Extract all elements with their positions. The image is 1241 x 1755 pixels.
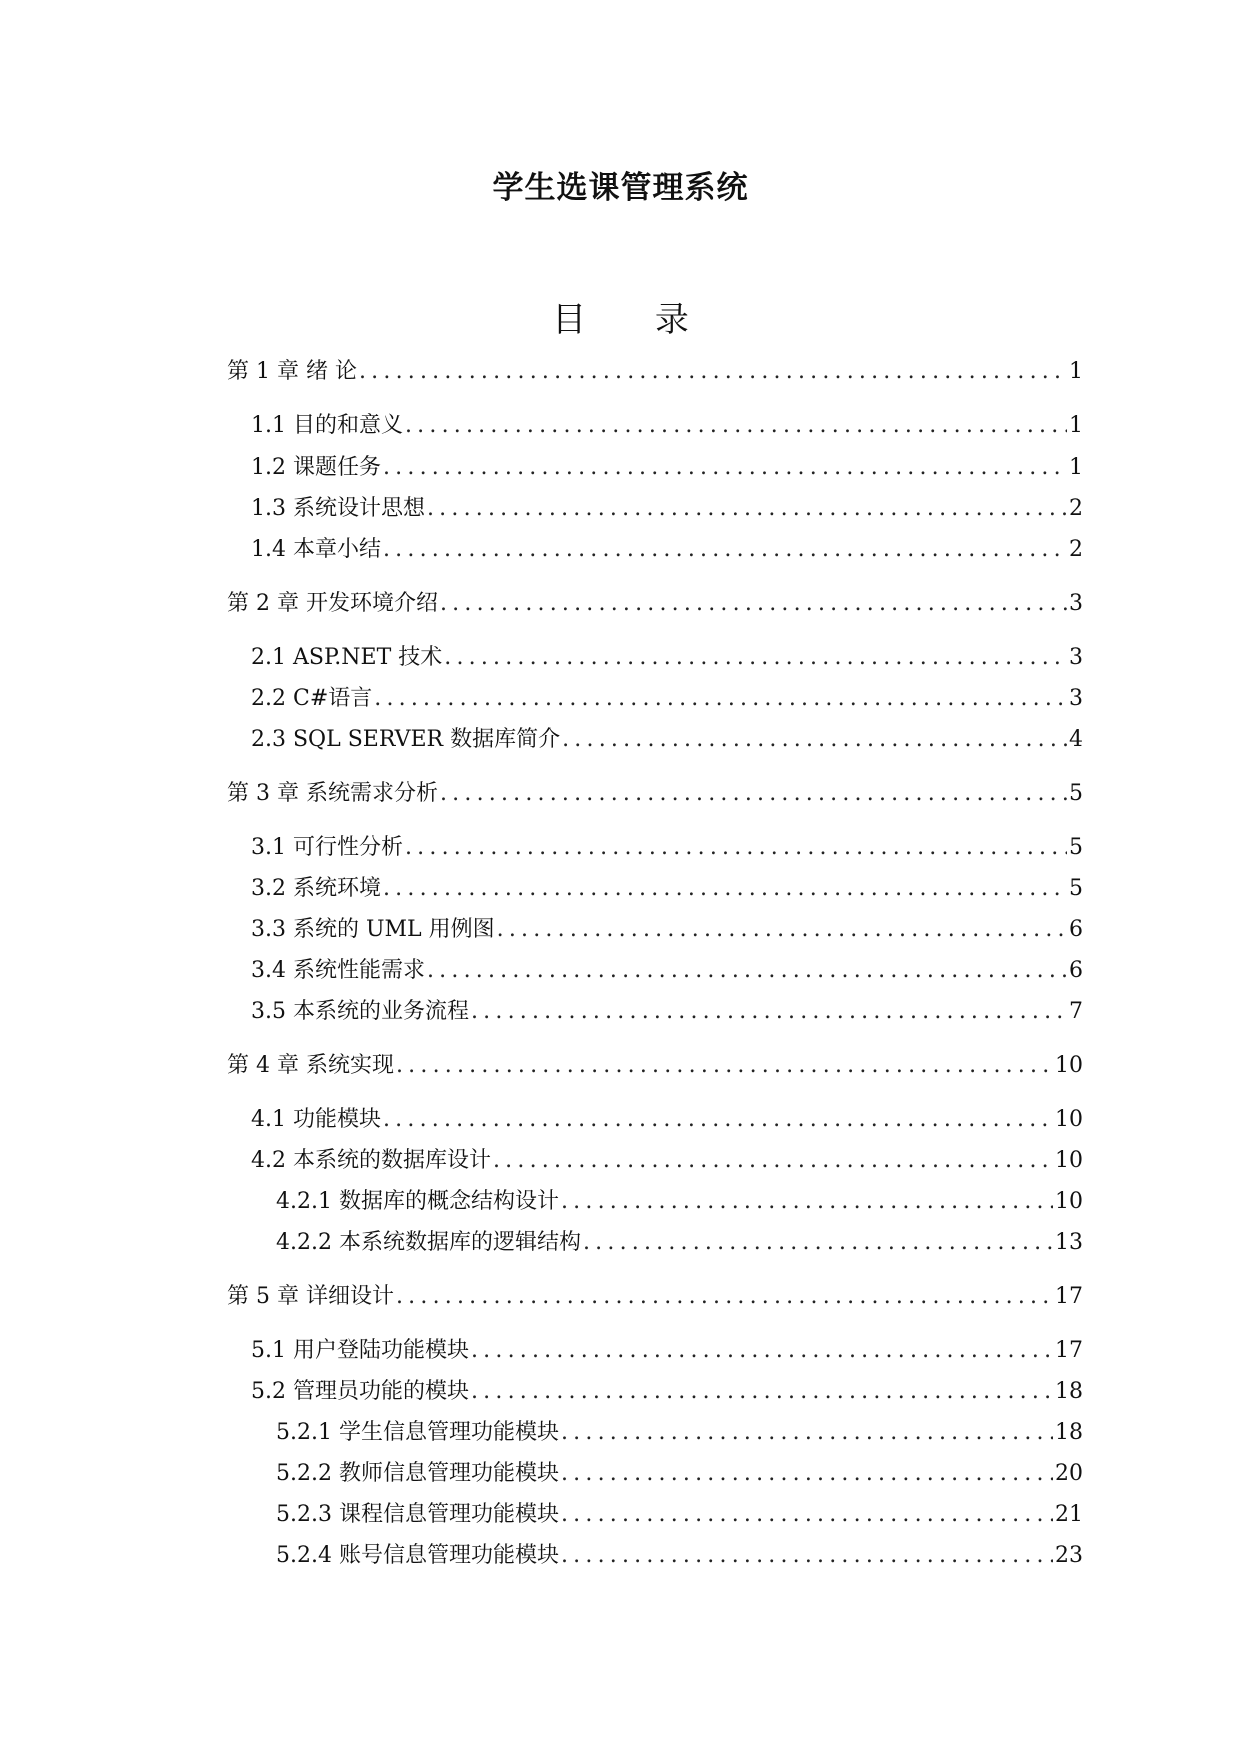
toc-page-number: 2 [1069,496,1083,521]
toc-entry-chapter[interactable] [227,777,1083,811]
toc-entry-label: 5.2 管理员功能的模块 [251,1379,469,1404]
toc-entry-chapter[interactable] [227,355,1083,389]
toc-page-number: 10 [1055,1053,1083,1078]
toc-entry-label: 1.4 本章小结 [251,537,381,562]
toc-entry-label: 4.2.2 本系统数据库的逻辑结构 [276,1230,581,1255]
toc-entry-subsection[interactable] [276,1498,1083,1532]
toc-entry-section[interactable] [251,641,1083,675]
toc-entry-subsection[interactable] [276,1185,1083,1219]
toc-entry-label: 2.1 ASP.NET 技术 [251,645,443,670]
toc-entry-label: 5.2.4 账号信息管理功能模块 [276,1543,559,1568]
toc-page-number: 18 [1055,1420,1083,1445]
toc-page-number: 2 [1069,537,1083,562]
toc-entry-section[interactable] [251,451,1083,485]
toc-entry-section[interactable] [251,913,1083,947]
toc-entry-label: 第 4 章 系统实现 [227,1053,394,1078]
toc-page-number: 20 [1055,1461,1083,1486]
dot-leader [427,492,1067,526]
dot-leader [561,1457,1053,1491]
toc-entry-label: 3.1 可行性分析 [251,835,403,860]
toc-entry-label: 4.1 功能模块 [251,1107,381,1132]
dot-leader [471,995,1067,1029]
toc-entry-section[interactable] [251,831,1083,865]
dot-leader [383,451,1067,485]
toc-page-number: 17 [1055,1284,1083,1309]
toc-entry-section[interactable] [251,409,1083,443]
dot-leader [497,913,1067,947]
toc-page-number: 4 [1069,727,1083,752]
dot-leader [405,831,1067,865]
toc-entry-section[interactable] [251,723,1083,757]
toc-entry-section[interactable] [251,492,1083,526]
toc-page-number: 6 [1069,917,1083,942]
toc-entry-section[interactable] [251,872,1083,906]
toc-entry-label: 5.2.2 教师信息管理功能模块 [276,1461,559,1486]
dot-leader [427,954,1067,988]
toc-entry-subsection[interactable] [276,1539,1083,1573]
toc-entry-label: 5.2.1 学生信息管理功能模块 [276,1420,559,1445]
toc-page-number: 6 [1069,958,1083,983]
dot-leader [471,1375,1053,1409]
toc-page-number: 18 [1055,1379,1083,1404]
toc-page-number: 3 [1069,591,1083,616]
dot-leader [359,355,1067,389]
toc-page-number: 1 [1069,455,1083,480]
dot-leader [396,1280,1053,1314]
toc-entry-section[interactable] [251,995,1083,1029]
toc-entry-label: 1.2 课题任务 [251,455,381,480]
toc-page-number: 5 [1069,835,1083,860]
toc-entry-section[interactable] [251,533,1083,567]
dot-leader [561,1498,1053,1532]
toc-entry-chapter[interactable] [227,1280,1083,1314]
toc-entry-label: 3.2 系统环境 [251,876,381,901]
toc-page-number: 1 [1069,359,1083,384]
toc-entry-section[interactable] [251,1144,1083,1178]
toc-entry-label: 1.3 系统设计思想 [251,496,425,521]
toc-entry-label: 4.2 本系统的数据库设计 [251,1148,491,1173]
toc-page-number: 13 [1055,1230,1083,1255]
toc-entry-subsection[interactable] [276,1416,1083,1450]
toc-entry-chapter[interactable] [227,1049,1083,1083]
toc-entry-section[interactable] [251,1103,1083,1137]
dot-leader [561,1185,1053,1219]
dot-leader [383,1103,1053,1137]
toc-entry-label: 4.2.1 数据库的概念结构设计 [276,1189,559,1214]
toc-page-number: 3 [1069,645,1083,670]
toc-entry-label: 第 1 章 绪 论 [227,359,357,384]
toc-page-number: 10 [1055,1107,1083,1132]
toc-page-number: 7 [1069,999,1083,1024]
toc-page-number: 5 [1069,876,1083,901]
dot-leader [583,1226,1053,1260]
toc-entry-label: 1.1 目的和意义 [251,413,403,438]
dot-leader [374,682,1067,716]
dot-leader [493,1144,1053,1178]
toc-entry-label: 2.3 SQL SERVER 数据库简介 [251,727,561,752]
toc-entry-label: 3.3 系统的 UML 用例图 [251,917,495,942]
toc-page-number: 10 [1055,1189,1083,1214]
toc-entry-section[interactable] [251,954,1083,988]
toc-page-number: 21 [1055,1502,1083,1527]
toc-entry-subsection[interactable] [276,1226,1083,1260]
dot-leader [383,872,1067,906]
toc-page-number: 3 [1069,686,1083,711]
toc-page-number: 1 [1069,413,1083,438]
toc-entry-label: 第 5 章 详细设计 [227,1284,394,1309]
toc-entry-section[interactable] [251,1334,1083,1368]
toc-entry-section[interactable] [251,1375,1083,1409]
dot-leader [405,409,1067,443]
toc-entry-label: 3.5 本系统的业务流程 [251,999,469,1024]
toc-page-number: 17 [1055,1338,1083,1363]
dot-leader [471,1334,1053,1368]
toc-entry-chapter[interactable] [227,587,1083,621]
dot-leader [562,723,1067,757]
document-title: 学生选课管理系统 [492,170,749,206]
toc-page-number: 5 [1069,781,1083,806]
toc-page-number: 10 [1055,1148,1083,1173]
dot-leader [396,1049,1053,1083]
dot-leader [440,777,1067,811]
toc-entry-label: 第 2 章 开发环境介绍 [227,591,438,616]
toc-entry-label: 3.4 系统性能需求 [251,958,425,983]
toc-entry-label: 5.2.3 课程信息管理功能模块 [276,1502,559,1527]
dot-leader [561,1416,1053,1450]
toc-entry-label: 5.1 用户登陆功能模块 [251,1338,469,1363]
toc-heading: 目 录 [552,300,689,340]
toc-page-number: 23 [1055,1543,1083,1568]
toc-entry-label: 第 3 章 系统需求分析 [227,781,438,806]
dot-leader [444,641,1067,675]
dot-leader [440,587,1067,621]
toc-entry-section[interactable] [251,682,1083,716]
toc-entry-subsection[interactable] [276,1457,1083,1491]
dot-leader [561,1539,1053,1573]
toc-entry-label: 2.2 C#语言 [251,686,373,711]
dot-leader [383,533,1067,567]
